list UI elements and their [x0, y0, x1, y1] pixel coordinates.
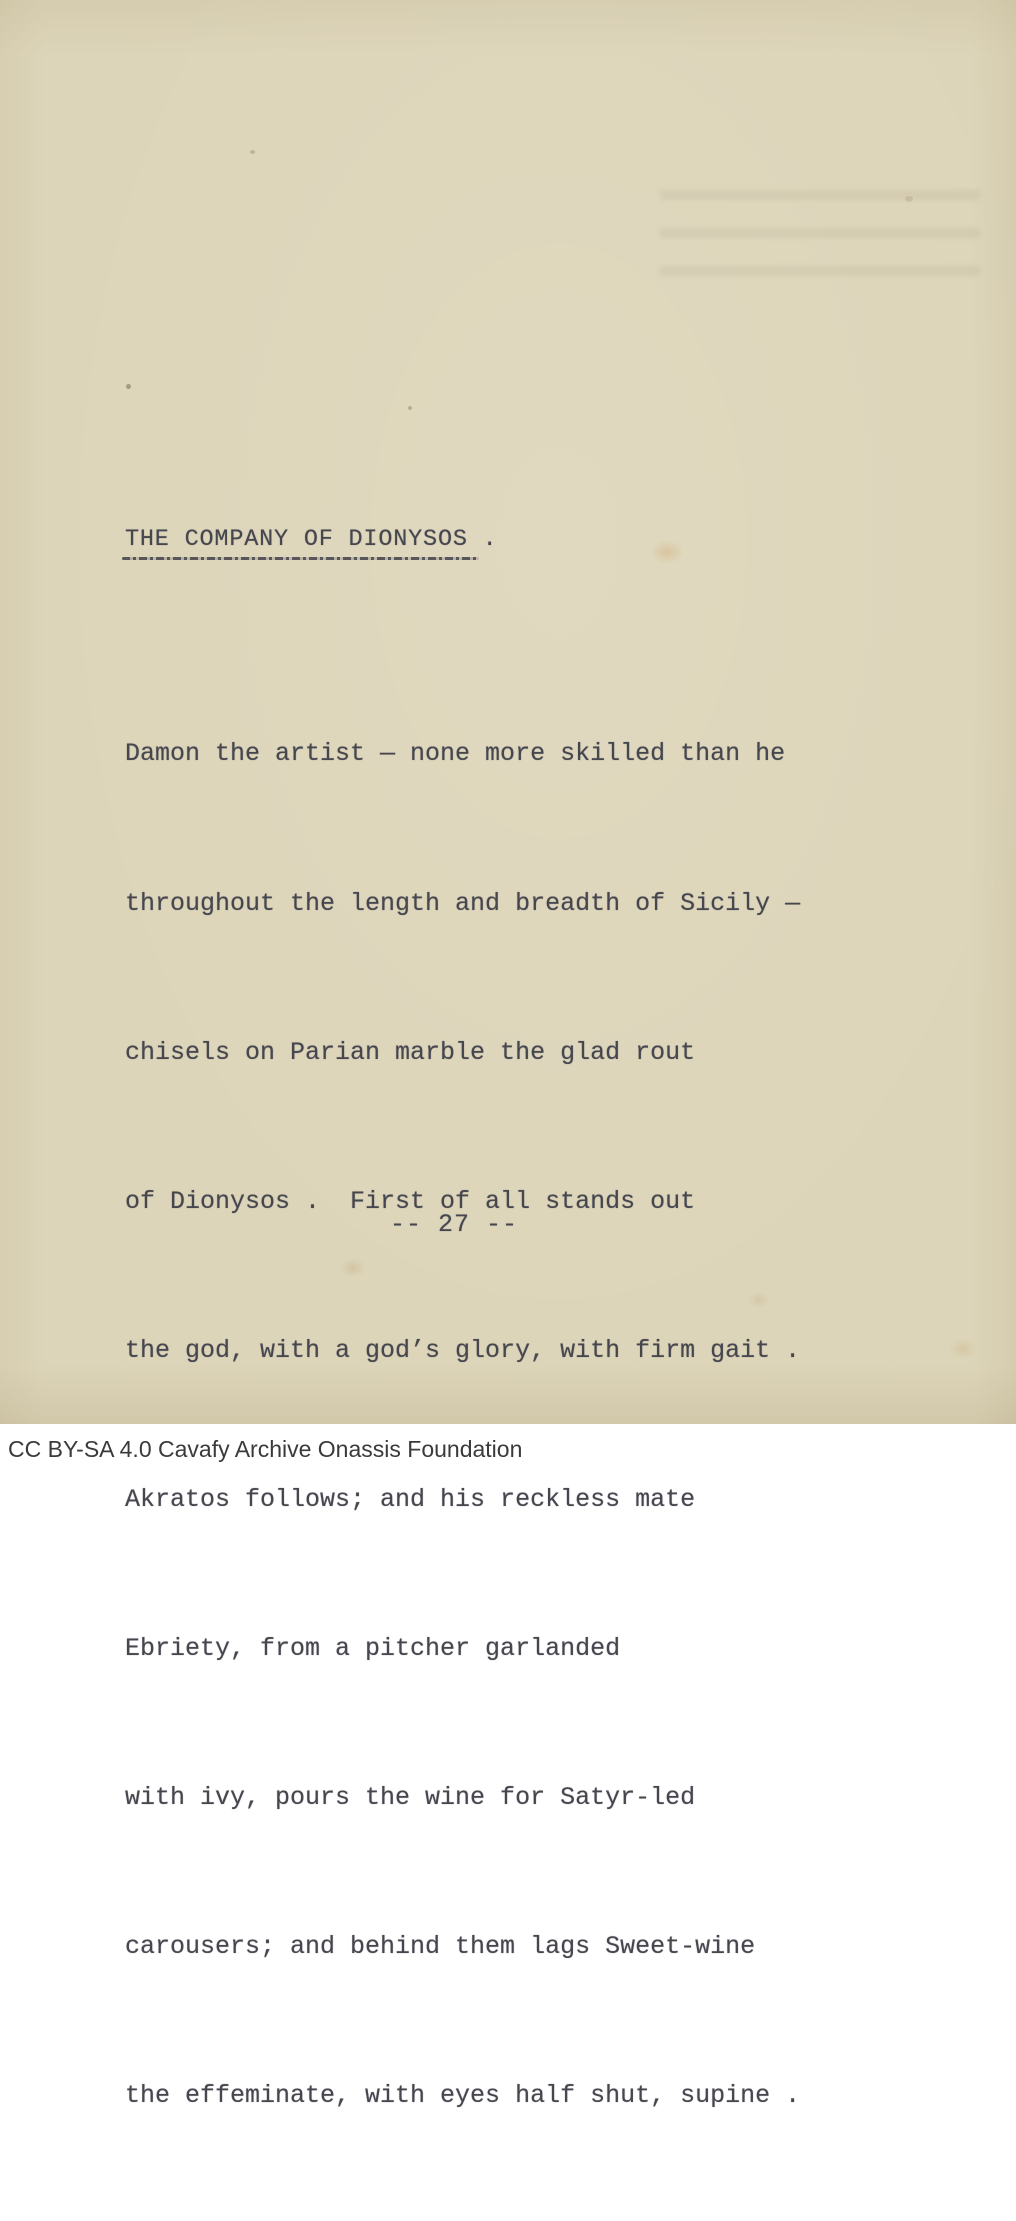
- poem-line: chisels on Parian marble the glad rout: [125, 1037, 696, 1067]
- license-footer: [0, 1424, 1016, 1471]
- paper-speck: [408, 406, 412, 410]
- paper-stain: [948, 1338, 978, 1360]
- poem-line: throughout the length and breadth of Sicily —: [125, 888, 801, 918]
- poem-line: the effeminate, with eyes half shut, supine .: [125, 2081, 801, 2111]
- paper-stain: [650, 540, 684, 564]
- poem-line: the god, with a god’s glory, with firm gait .: [125, 1335, 801, 1365]
- poem-line: carousers; and behind them lags Sweet-wine: [125, 1932, 756, 1962]
- poem-line: Akratos follows; and his reckless mate: [125, 1484, 696, 1514]
- paper-speck: [126, 384, 131, 389]
- poem-title: THE COMPANY OF DIONYSOS .: [125, 526, 498, 553]
- poem-line: of Dionysos . First of all stands out: [125, 1186, 696, 1216]
- poem-line: with ivy, pours the wine for Satyr-led: [125, 1783, 696, 1813]
- page-number: -- 27 --: [390, 1210, 519, 1239]
- verso-ink-bleedthrough: [660, 190, 980, 300]
- title-underline: [122, 557, 479, 560]
- poem-line: Damon the artist — none more skilled than he: [125, 739, 786, 769]
- license-text: CC BY-SA 4.0 Cavafy Archive Onassis Foundation: [8, 1436, 523, 1462]
- poem-line: Ebriety, from a pitcher garlanded: [125, 1634, 621, 1664]
- paper-speck: [250, 150, 255, 154]
